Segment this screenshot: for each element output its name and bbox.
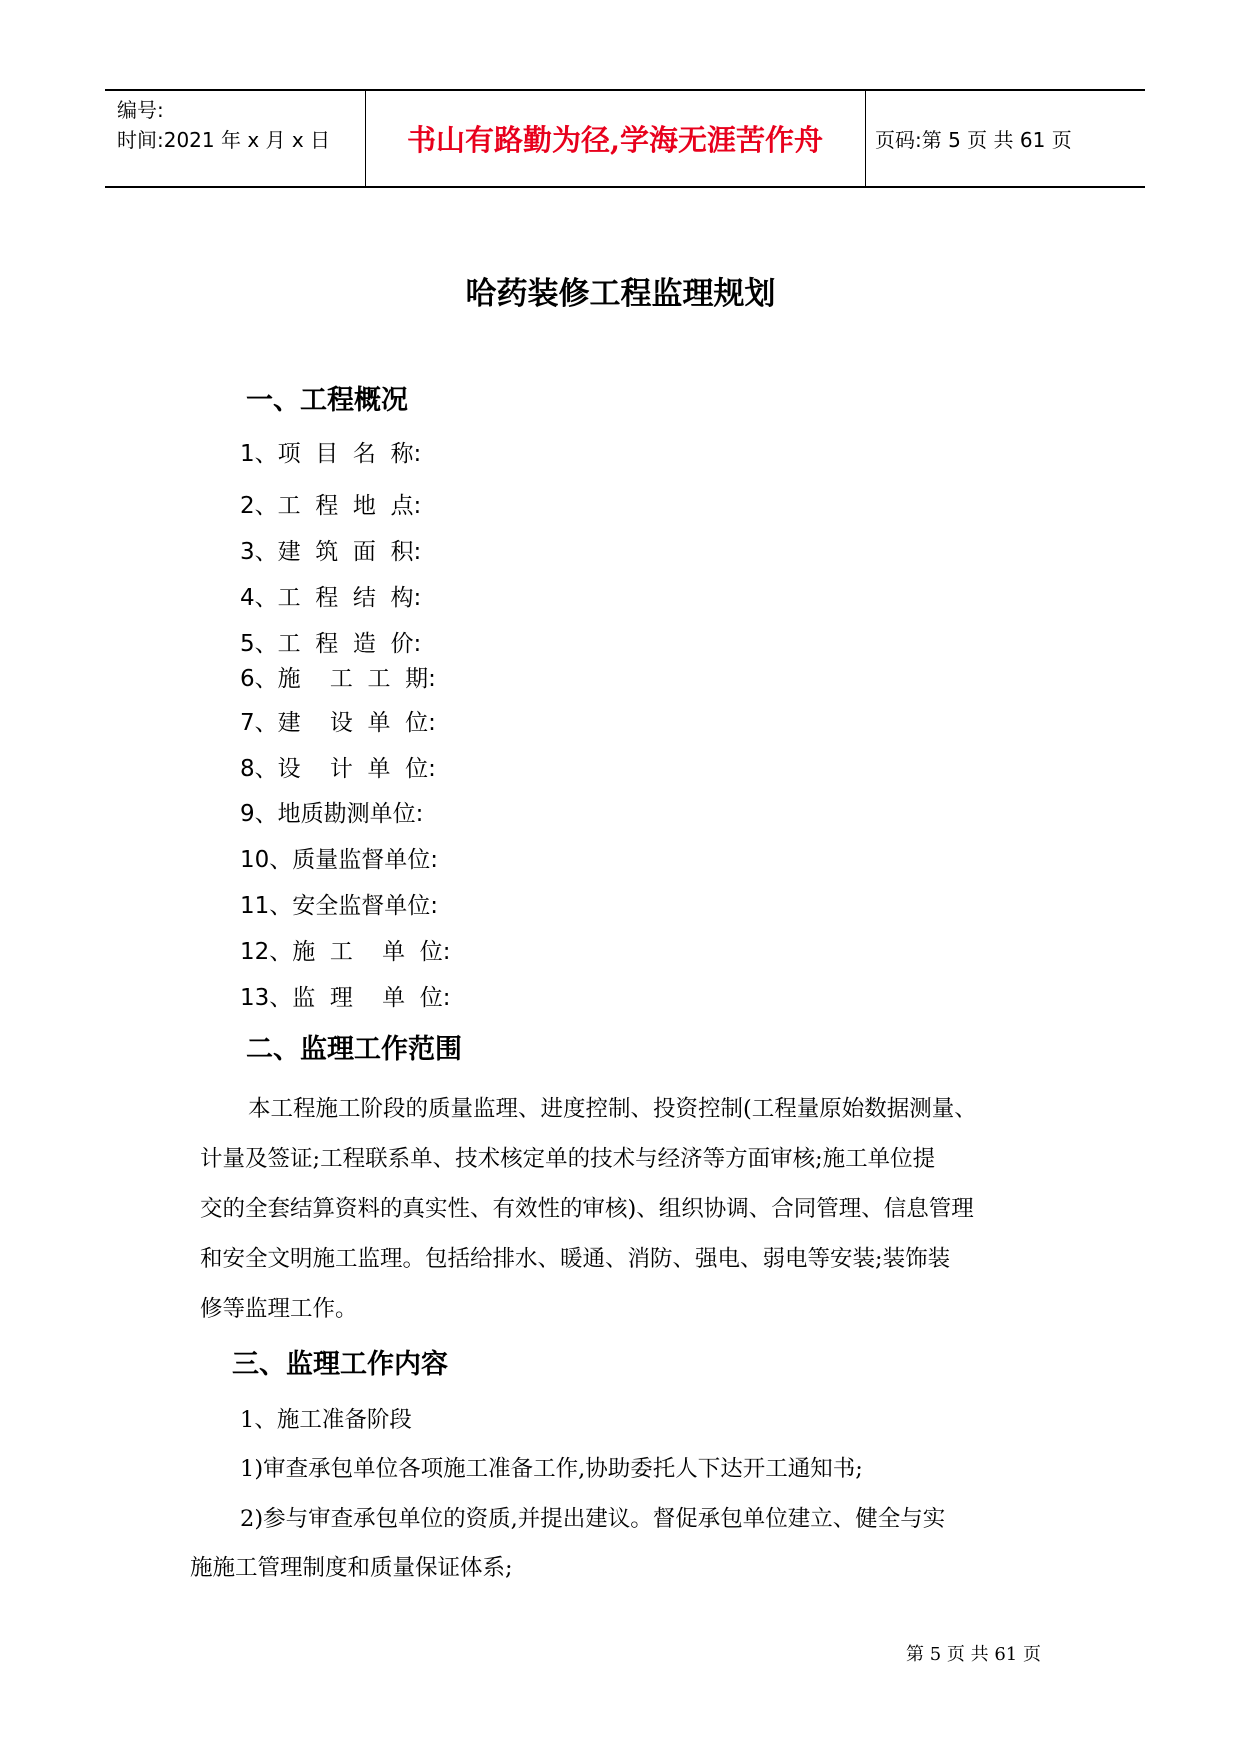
paragraph-line: 1)审查承包单位各项施工准备工作,协助委托人下达开工通知书; <box>240 1456 863 1482</box>
paragraph-line: 和安全文明施工监理。包括给排水、暖通、消防、强电、弱电等安装;装饰装 <box>200 1246 951 1272</box>
list-item: 8、设 计 单 位: <box>240 756 436 782</box>
header-divider <box>865 91 866 186</box>
list-item: 5、工 程 造 价: <box>240 631 422 657</box>
list-item: 12、施 工 单 位: <box>240 939 451 965</box>
paragraph-line: 交的全套结算资料的真实性、有效性的审核)、组织协调、合同管理、信息管理 <box>200 1196 974 1222</box>
paragraph-line: 本工程施工阶段的质量监理、进度控制、投资控制(工程量原始数据测量、 <box>248 1096 977 1122</box>
paragraph-line: 1、施工准备阶段 <box>240 1407 412 1433</box>
list-item: 10、质量监督单位: <box>240 847 439 873</box>
paragraph-line: 施施工管理制度和质量保证体系; <box>190 1555 513 1581</box>
section-heading-overview: 一、工程概况 <box>246 385 408 416</box>
paragraph-line: 修等监理工作。 <box>200 1296 358 1322</box>
list-item: 13、监 理 单 位: <box>240 985 451 1011</box>
header-motto: 书山有路勤为径,学海无涯苦作舟 <box>406 123 824 157</box>
list-item: 4、工 程 结 构: <box>240 585 422 611</box>
paragraph-line: 计量及签证;工程联系单、技术核定单的技术与经济等方面审核;施工单位提 <box>200 1146 936 1172</box>
list-item: 11、安全监督单位: <box>240 893 439 919</box>
list-item: 7、建 设 单 位: <box>240 710 436 736</box>
document-title: 哈药装修工程监理规划 <box>465 276 776 312</box>
section-heading-content: 三、监理工作内容 <box>232 1349 448 1380</box>
list-item: 3、建 筑 面 积: <box>240 539 422 565</box>
header-divider <box>365 91 366 186</box>
page-footer: 第 5 页 共 61 页 <box>906 1644 1041 1665</box>
header-meta <box>117 95 330 155</box>
page-header <box>105 89 1145 188</box>
number-label: 编号: <box>117 98 164 122</box>
list-item: 2、工 程 地 点: <box>240 493 422 519</box>
list-item: 6、施 工 工 期: <box>240 666 436 692</box>
list-item: 1、项 目 名 称: <box>240 441 422 467</box>
header-page-info: 页码:第 5 页 共 61 页 <box>875 128 1072 152</box>
paragraph-line: 2)参与审查承包单位的资质,并提出建议。督促承包单位建立、健全与实 <box>240 1506 946 1532</box>
time-label: 时间:2021 年 x 月 x 日 <box>117 128 331 152</box>
list-item: 9、地质勘测单位: <box>240 801 424 827</box>
section-heading-scope: 二、监理工作范围 <box>246 1034 462 1065</box>
